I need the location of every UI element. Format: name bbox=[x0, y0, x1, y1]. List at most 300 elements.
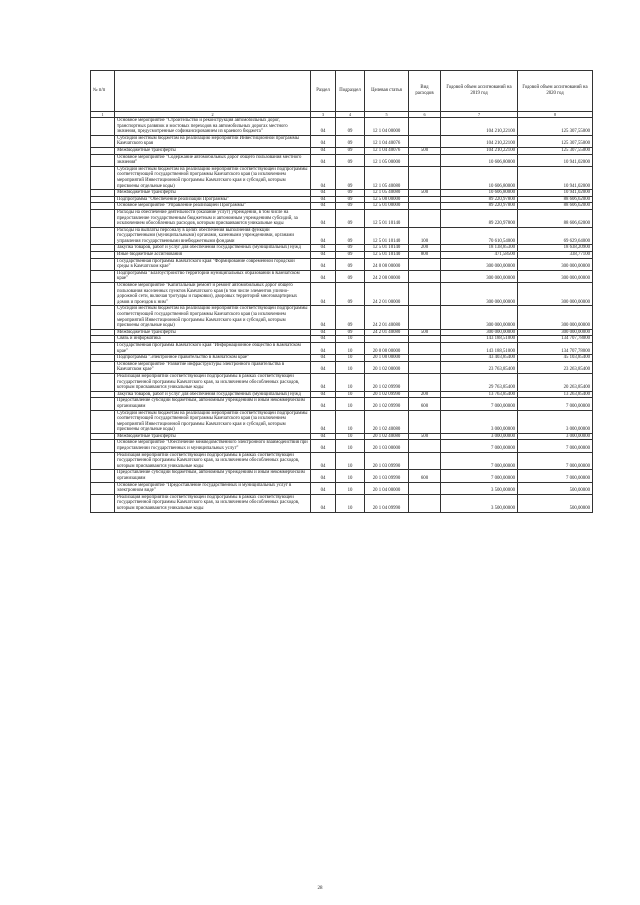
row-2020-cell: 88 606,62000 bbox=[518, 209, 593, 227]
table-row bbox=[91, 203, 593, 210]
row-expense-type-cell bbox=[409, 135, 441, 147]
row-expense-type-cell: 600 bbox=[409, 470, 441, 482]
row-name-cell: Подпрограмма "Обеспечение реализации Программы" bbox=[115, 196, 311, 203]
row-section-cell: 04 bbox=[311, 135, 336, 147]
table-row bbox=[91, 209, 593, 227]
row-name-cell: Реализация мероприятий соответствующей подпрограммы в рамках соответствующей государственной программы Камчатского края, за исключением обособленных расходов, которым присваиваются уникальные коды bbox=[115, 373, 311, 391]
budget-table-body bbox=[91, 118, 593, 513]
row-expense-type-cell bbox=[409, 494, 441, 512]
row-num-cell bbox=[91, 306, 115, 329]
row-target-cell: 12 5 01 10140 bbox=[365, 227, 409, 245]
row-target-cell: 12 5 01 10140 bbox=[365, 209, 409, 227]
row-2019-cell: 3 000,00000 bbox=[441, 433, 518, 440]
row-expense-type-cell bbox=[409, 154, 441, 166]
row-2020-cell: 125 307,55000 bbox=[518, 118, 593, 136]
row-num-cell bbox=[91, 135, 115, 147]
table-row bbox=[91, 373, 593, 391]
row-expense-type-cell bbox=[409, 373, 441, 391]
row-2020-cell: 10 941,02000 bbox=[518, 154, 593, 166]
row-section-cell: 04 bbox=[311, 118, 336, 136]
row-expense-type-cell: 200 bbox=[409, 245, 441, 252]
row-expense-type-cell: 800 bbox=[409, 252, 441, 259]
row-num-cell bbox=[91, 470, 115, 482]
header-2020: Годовой объем ассигнований на 2020 год bbox=[518, 71, 593, 112]
row-subsection-cell: 09 bbox=[336, 166, 365, 189]
row-name-cell: Основное мероприятие "Содержание автомобильных дорог общего пользования местного значения" bbox=[115, 154, 311, 166]
table-row bbox=[91, 258, 593, 270]
row-target-cell: 12 1 05 00000 bbox=[365, 154, 409, 166]
row-target-cell: 20 1 02 40080 bbox=[365, 410, 409, 433]
table-row bbox=[91, 118, 593, 136]
row-name-cell: Подпрограмма "Благоустройство территорий муниципальных образований в Камчатском крае" bbox=[115, 270, 311, 282]
table-row bbox=[91, 166, 593, 189]
row-expense-type-cell bbox=[409, 118, 441, 136]
row-name-cell: Субсидии местным бюджетам на реализацию мероприятий соответствующей подпрограммы соответствующей государственной программы Камчатского края (за исключением мероприятий Инвестиционной программы Камчатского края и субсидий, которым присвоены отдельные коды) bbox=[115, 306, 311, 329]
row-subsection-cell: 10 bbox=[336, 361, 365, 373]
row-2019-cell: 104 210,22100 bbox=[441, 118, 518, 136]
row-expense-type-cell: 200 bbox=[409, 391, 441, 398]
row-subsection-cell: 10 bbox=[336, 440, 365, 452]
row-name-cell: Субсидии местным бюджетам на реализацию мероприятий соответствующей подпрограммы соответствующей государственной программы Камчатского края (за исключением мероприятий Инвестиционной программы Камчатского края и субсидий, которым присвоены отдельные коды) bbox=[115, 410, 311, 433]
table-row bbox=[91, 154, 593, 166]
row-expense-type-cell bbox=[409, 440, 441, 452]
table-row bbox=[91, 398, 593, 410]
row-name-cell: Межбюджетные трансферты bbox=[115, 190, 311, 197]
row-2020-cell: 7 000,00000 bbox=[518, 440, 593, 452]
row-subsection-cell: 10 bbox=[336, 373, 365, 391]
column-index: 8 bbox=[518, 112, 593, 118]
row-expense-type-cell bbox=[409, 258, 441, 270]
row-2019-cell: 18 138,85300 bbox=[441, 245, 518, 252]
table-row bbox=[91, 494, 593, 512]
row-section-cell: 04 bbox=[311, 342, 336, 354]
row-2019-cell: 89 220,97800 bbox=[441, 203, 518, 210]
table-row bbox=[91, 329, 593, 336]
row-num-cell bbox=[91, 147, 115, 154]
row-expense-type-cell bbox=[409, 355, 441, 362]
row-num-cell bbox=[91, 452, 115, 470]
header-expense-type: Вид расходов bbox=[409, 71, 441, 112]
row-num-cell bbox=[91, 361, 115, 373]
row-2020-cell: 10 941,02000 bbox=[518, 190, 593, 197]
table-row bbox=[91, 433, 593, 440]
row-subsection-cell: 10 bbox=[336, 336, 365, 343]
row-2020-cell: 7 000,00000 bbox=[518, 470, 593, 482]
table-row bbox=[91, 391, 593, 398]
row-2019-cell: 104 210,22100 bbox=[441, 147, 518, 154]
row-name-cell: Закупка товаров, работ и услуг для обеспечения государственных (муниципальных) нужд bbox=[115, 391, 311, 398]
row-num-cell bbox=[91, 336, 115, 343]
row-2020-cell: 18 638,20900 bbox=[518, 245, 593, 252]
row-target-cell: 12 5 00 00000 bbox=[365, 196, 409, 203]
row-name-cell: Государственная программа Камчатского края "Формирование современной городской среды в Камчатском крае" bbox=[115, 258, 311, 270]
row-subsection-cell: 09 bbox=[336, 306, 365, 329]
row-2019-cell: 23 763,85400 bbox=[441, 361, 518, 373]
row-target-cell: 20 0 00 00000 bbox=[365, 342, 409, 354]
row-expense-type-cell: 500 bbox=[409, 329, 441, 336]
row-num-cell bbox=[91, 166, 115, 189]
row-2019-cell: 300 000,00000 bbox=[441, 306, 518, 329]
column-index: 4 bbox=[336, 112, 365, 118]
table-row bbox=[91, 482, 593, 494]
table-row bbox=[91, 361, 593, 373]
row-expense-type-cell bbox=[409, 203, 441, 210]
row-expense-type-cell bbox=[409, 452, 441, 470]
header-target: Целевая статья bbox=[365, 71, 409, 112]
row-name-cell: Реализация мероприятий соответствующей подпрограммы в рамках соответствующей государственной программы Камчатского края, за исключением обособленных расходов, которым присваиваются уникальные коды bbox=[115, 494, 311, 512]
row-num-cell bbox=[91, 283, 115, 306]
row-num-cell bbox=[91, 482, 115, 494]
row-target-cell: 20 1 02 09990 bbox=[365, 398, 409, 410]
row-2019-cell: 89 220,97800 bbox=[441, 196, 518, 203]
row-target-cell: 12 1 05 40080 bbox=[365, 166, 409, 189]
row-2019-cell: 7 000,00000 bbox=[441, 452, 518, 470]
row-2020-cell: 10 941,02000 bbox=[518, 166, 593, 189]
row-section-cell: 04 bbox=[311, 190, 336, 197]
row-subsection-cell: 09 bbox=[336, 190, 365, 197]
row-target-cell: 20 1 04 09990 bbox=[365, 494, 409, 512]
row-2020-cell: 3 000,00000 bbox=[518, 433, 593, 440]
row-target-cell: 20 1 03 09990 bbox=[365, 470, 409, 482]
row-num-cell bbox=[91, 190, 115, 197]
row-section-cell: 04 bbox=[311, 373, 336, 391]
header-subsection: Подраздел bbox=[336, 71, 365, 112]
row-section-cell: 04 bbox=[311, 410, 336, 433]
row-num-cell bbox=[91, 196, 115, 203]
row-section-cell: 04 bbox=[311, 245, 336, 252]
row-expense-type-cell bbox=[409, 270, 441, 282]
row-subsection-cell: 09 bbox=[336, 329, 365, 336]
row-num-cell bbox=[91, 433, 115, 440]
header-name bbox=[115, 71, 311, 112]
row-name-cell: Субсидии местным бюджетам на реализацию мероприятий Инвестиционной программы Камчатского края bbox=[115, 135, 311, 147]
table-row bbox=[91, 283, 593, 306]
row-section-cell: 04 bbox=[311, 361, 336, 373]
row-expense-type-cell: 500 bbox=[409, 190, 441, 197]
row-expense-type-cell bbox=[409, 410, 441, 433]
table-row bbox=[91, 306, 593, 329]
row-2020-cell: 13 263,85400 bbox=[518, 391, 593, 398]
row-section-cell: 04 bbox=[311, 355, 336, 362]
row-expense-type-cell: 100 bbox=[409, 227, 441, 245]
row-2019-cell: 300 000,00000 bbox=[441, 329, 518, 336]
row-subsection-cell: 10 bbox=[336, 482, 365, 494]
row-section-cell: 04 bbox=[311, 147, 336, 154]
row-num-cell bbox=[91, 154, 115, 166]
row-subsection-cell: 09 bbox=[336, 196, 365, 203]
row-2020-cell: 20 263,85400 bbox=[518, 373, 593, 391]
table-row bbox=[91, 270, 593, 282]
row-section-cell: 04 bbox=[311, 209, 336, 227]
column-index: 1 bbox=[91, 112, 115, 118]
row-target-cell: 24 2 01 40080 bbox=[365, 306, 409, 329]
row-section-cell: 04 bbox=[311, 433, 336, 440]
row-section-cell: 04 bbox=[311, 494, 336, 512]
row-expense-type-cell bbox=[409, 196, 441, 203]
row-2019-cell: 3 000,00000 bbox=[441, 410, 518, 433]
row-2020-cell: 88 606,62000 bbox=[518, 203, 593, 210]
row-2020-cell: 3 000,00000 bbox=[518, 410, 593, 433]
row-section-cell: 04 bbox=[311, 398, 336, 410]
row-section-cell: 04 bbox=[311, 452, 336, 470]
row-num-cell bbox=[91, 227, 115, 245]
row-target-cell: 12 5 01 10140 bbox=[365, 252, 409, 259]
row-target-cell: 24 2 01 00000 bbox=[365, 283, 409, 306]
row-target-cell: 12 1 04 40076 bbox=[365, 135, 409, 147]
row-target-cell: 20 1 02 09990 bbox=[365, 391, 409, 398]
column-index: 6 bbox=[409, 112, 441, 118]
row-section-cell: 04 bbox=[311, 283, 336, 306]
row-target-cell: 12 1 05 40080 bbox=[365, 190, 409, 197]
row-target-cell: 20 1 02 40080 bbox=[365, 433, 409, 440]
row-2019-cell: 300 000,00000 bbox=[441, 270, 518, 282]
row-subsection-cell: 09 bbox=[336, 154, 365, 166]
row-expense-type-cell bbox=[409, 342, 441, 354]
row-subsection-cell: 10 bbox=[336, 342, 365, 354]
table-row bbox=[91, 342, 593, 354]
row-2019-cell: 13 763,85400 bbox=[441, 391, 518, 398]
row-2019-cell: 7 000,00000 bbox=[441, 470, 518, 482]
table-row bbox=[91, 147, 593, 154]
row-expense-type-cell bbox=[409, 336, 441, 343]
row-subsection-cell: 09 bbox=[336, 258, 365, 270]
row-name-cell: Предоставление субсидий бюджетным, автономным учреждениям и иным некоммерческим организациям bbox=[115, 398, 311, 410]
row-2020-cell: 500,00000 bbox=[518, 482, 593, 494]
row-2020-cell: 134 707,78000 bbox=[518, 336, 593, 343]
budget-table-sheet bbox=[90, 70, 592, 513]
row-name-cell: Расходы на выплаты персоналу в целях обеспечения выполнения функций государственными (муниципальными) органами, казенными учреждениями, органами управления государственными внебюджетными фондами bbox=[115, 227, 311, 245]
row-num-cell bbox=[91, 410, 115, 433]
row-section-cell: 04 bbox=[311, 306, 336, 329]
row-2019-cell: 10 606,80000 bbox=[441, 166, 518, 189]
row-2020-cell: 134 707,78000 bbox=[518, 342, 593, 354]
row-section-cell: 04 bbox=[311, 482, 336, 494]
row-name-cell: Основное мероприятие "Предоставление государственных и муниципальных услуг в электронном виде" bbox=[115, 482, 311, 494]
row-2020-cell: 300 000,00000 bbox=[518, 270, 593, 282]
row-2020-cell: 125 307,55000 bbox=[518, 135, 593, 147]
row-name-cell: Государственная программа Камчатского края "Информационное общество в Камчатском крае" bbox=[115, 342, 311, 354]
table-row bbox=[91, 355, 593, 362]
row-2019-cell: 43 403,85400 bbox=[441, 355, 518, 362]
row-2019-cell: 70 610,54000 bbox=[441, 227, 518, 245]
row-subsection-cell: 09 bbox=[336, 252, 365, 259]
row-name-cell: Расходы на обеспечение деятельности (оказание услуг) учреждений, в том числе на предоставление государственным бюджетным и автономным учреждениям субсидий, за исключением обособленных расходов, которым присваиваются уникальные коды bbox=[115, 209, 311, 227]
row-name-cell: Основное мероприятие "Развитие инфраструктуры электронного правительства в Камчатском крае" bbox=[115, 361, 311, 373]
column-index: 5 bbox=[365, 112, 409, 118]
row-2019-cell: 29 763,85400 bbox=[441, 373, 518, 391]
row-target-cell: 20 1 04 00000 bbox=[365, 482, 409, 494]
row-2020-cell: 45 103,85400 bbox=[518, 355, 593, 362]
row-target-cell: 24 2 01 40080 bbox=[365, 329, 409, 336]
row-2019-cell: 143 188,51000 bbox=[441, 342, 518, 354]
row-name-cell: Межбюджетные трансферты bbox=[115, 433, 311, 440]
row-target-cell: 12 5 01 10140 bbox=[365, 245, 409, 252]
row-num-cell bbox=[91, 252, 115, 259]
row-section-cell: 04 bbox=[311, 227, 336, 245]
header-section: Раздел bbox=[311, 71, 336, 112]
table-row bbox=[91, 252, 593, 259]
table-row bbox=[91, 440, 593, 452]
row-name-cell: Иные бюджетные ассигнования bbox=[115, 252, 311, 259]
table-row bbox=[91, 410, 593, 433]
row-num-cell bbox=[91, 494, 115, 512]
row-2020-cell: 7 000,00000 bbox=[518, 452, 593, 470]
row-subsection-cell: 09 bbox=[336, 245, 365, 252]
table-row bbox=[91, 190, 593, 197]
row-subsection-cell: 10 bbox=[336, 398, 365, 410]
row-2020-cell: 69 629,64000 bbox=[518, 227, 593, 245]
row-name-cell: Основное мероприятие "Капитальный ремонт и ремонт автомобильных дорог общего пользования населенных пунктов Камчатского края (в том числе элементов улично-дорожной сети, включая тротуары и парковки), дворовых территорий многоквартирных домов и проездов к ним" bbox=[115, 283, 311, 306]
row-target-cell: 20 1 03 09990 bbox=[365, 452, 409, 470]
row-target-cell: 20 1 02 09990 bbox=[365, 373, 409, 391]
row-expense-type-cell: 500 bbox=[409, 433, 441, 440]
row-num-cell bbox=[91, 342, 115, 354]
row-subsection-cell: 10 bbox=[336, 391, 365, 398]
row-section-cell: 04 bbox=[311, 203, 336, 210]
row-target-cell: 20 1 02 00000 bbox=[365, 361, 409, 373]
row-expense-type-cell bbox=[409, 283, 441, 306]
header-num: № п/п bbox=[91, 71, 115, 112]
row-2020-cell: 500,00000 bbox=[518, 494, 593, 512]
row-num-cell bbox=[91, 209, 115, 227]
table-row bbox=[91, 336, 593, 343]
table-row bbox=[91, 196, 593, 203]
row-subsection-cell: 10 bbox=[336, 452, 365, 470]
row-expense-type-cell bbox=[409, 482, 441, 494]
row-num-cell bbox=[91, 391, 115, 398]
row-subsection-cell: 09 bbox=[336, 227, 365, 245]
row-2020-cell: 300 000,00000 bbox=[518, 258, 593, 270]
row-name-cell: Основное мероприятие "Обеспечение межведомственного электронного взаимодействия при предоставлении государственных и муниципальных услуг" bbox=[115, 440, 311, 452]
table-row bbox=[91, 135, 593, 147]
row-subsection-cell: 10 bbox=[336, 470, 365, 482]
row-num-cell bbox=[91, 440, 115, 452]
row-2020-cell: 300 000,00000 bbox=[518, 306, 593, 329]
column-index: 2 bbox=[115, 112, 311, 118]
row-num-cell bbox=[91, 258, 115, 270]
row-section-cell: 04 bbox=[311, 440, 336, 452]
row-num-cell bbox=[91, 245, 115, 252]
row-2020-cell: 125 307,55000 bbox=[518, 147, 593, 154]
row-2020-cell: 7 000,00000 bbox=[518, 398, 593, 410]
row-num-cell bbox=[91, 203, 115, 210]
row-target-cell: 24 0 00 00000 bbox=[365, 258, 409, 270]
row-subsection-cell: 10 bbox=[336, 433, 365, 440]
row-num-cell bbox=[91, 355, 115, 362]
row-2020-cell: 300 000,00000 bbox=[518, 329, 593, 336]
row-target-cell: 12 1 04 40076 bbox=[365, 147, 409, 154]
row-expense-type-cell: 600 bbox=[409, 398, 441, 410]
row-2020-cell: 338,77100 bbox=[518, 252, 593, 259]
row-section-cell: 04 bbox=[311, 470, 336, 482]
row-subsection-cell: 09 bbox=[336, 203, 365, 210]
row-name-cell: Закупка товаров, работ и услуг для обеспечения государственных (муниципальных) нужд bbox=[115, 245, 311, 252]
row-num-cell bbox=[91, 373, 115, 391]
row-section-cell: 04 bbox=[311, 196, 336, 203]
row-name-cell: Межбюджетные трансферты bbox=[115, 329, 311, 336]
row-name-cell: Подпрограмма "Электронное правительство в Камчатском крае" bbox=[115, 355, 311, 362]
row-section-cell: 04 bbox=[311, 166, 336, 189]
row-section-cell: 04 bbox=[311, 329, 336, 336]
row-target-cell: 20 1 03 00000 bbox=[365, 440, 409, 452]
row-section-cell: 04 bbox=[311, 391, 336, 398]
row-expense-type-cell bbox=[409, 361, 441, 373]
row-target-cell: 12 1 04 00000 bbox=[365, 118, 409, 136]
row-2019-cell: 300 000,00000 bbox=[441, 258, 518, 270]
row-num-cell bbox=[91, 118, 115, 136]
row-expense-type-cell bbox=[409, 166, 441, 189]
row-2019-cell: 3 500,00000 bbox=[441, 482, 518, 494]
row-subsection-cell: 09 bbox=[336, 118, 365, 136]
row-2019-cell: 10 606,80000 bbox=[441, 190, 518, 197]
row-num-cell bbox=[91, 270, 115, 282]
row-name-cell: Основное мероприятие "Строительство и реконструкция автомобильных дорог, транспортных развязок и мостовых переходов на автомобильных дорогах местного значения, предусмотренные софинансированием из краевого бюджета" bbox=[115, 118, 311, 136]
budget-table bbox=[90, 70, 593, 513]
row-subsection-cell: 10 bbox=[336, 494, 365, 512]
row-num-cell bbox=[91, 329, 115, 336]
row-section-cell: 04 bbox=[311, 252, 336, 259]
header-2019: Годовой объем ассигнований на 2019 год bbox=[441, 71, 518, 112]
row-target-cell: 12 5 01 00000 bbox=[365, 203, 409, 210]
row-num-cell bbox=[91, 398, 115, 410]
row-expense-type-cell: 500 bbox=[409, 147, 441, 154]
row-2019-cell: 7 000,00000 bbox=[441, 398, 518, 410]
row-2019-cell: 471,58500 bbox=[441, 252, 518, 259]
row-subsection-cell: 09 bbox=[336, 135, 365, 147]
row-2019-cell: 3 500,00000 bbox=[441, 494, 518, 512]
row-2019-cell: 143 188,51000 bbox=[441, 336, 518, 343]
row-name-cell: Субсидии местным бюджетам на реализацию мероприятий соответствующей подпрограммы соответствующей государственной программы Камчатского края (за исключением мероприятий Инвестиционной программы Камчатского края и субсидий, которым присвоены отдельные коды) bbox=[115, 166, 311, 189]
row-subsection-cell: 09 bbox=[336, 270, 365, 282]
row-2019-cell: 89 220,97800 bbox=[441, 209, 518, 227]
row-name-cell: Связь и информатика bbox=[115, 336, 311, 343]
row-section-cell: 04 bbox=[311, 154, 336, 166]
row-section-cell: 04 bbox=[311, 270, 336, 282]
row-name-cell: Межбюджетные трансферты bbox=[115, 147, 311, 154]
row-target-cell: 20 1 00 00000 bbox=[365, 355, 409, 362]
row-section-cell: 04 bbox=[311, 336, 336, 343]
row-2019-cell: 10 606,80000 bbox=[441, 154, 518, 166]
row-2019-cell: 300 000,00000 bbox=[441, 283, 518, 306]
row-2020-cell: 300 000,00000 bbox=[518, 283, 593, 306]
row-expense-type-cell bbox=[409, 209, 441, 227]
table-row bbox=[91, 470, 593, 482]
row-2019-cell: 104 210,22100 bbox=[441, 135, 518, 147]
row-section-cell: 04 bbox=[311, 258, 336, 270]
row-target-cell bbox=[365, 336, 409, 343]
row-subsection-cell: 10 bbox=[336, 410, 365, 433]
row-2020-cell: 88 606,62000 bbox=[518, 196, 593, 203]
column-index: 3 bbox=[311, 112, 336, 118]
row-2019-cell: 7 000,00000 bbox=[441, 440, 518, 452]
column-index: 7 bbox=[441, 112, 518, 118]
row-name-cell: Основное мероприятие "Управление реализацией Программы" bbox=[115, 203, 311, 210]
row-subsection-cell: 09 bbox=[336, 209, 365, 227]
row-subsection-cell: 09 bbox=[336, 147, 365, 154]
row-2020-cell: 23 263,85400 bbox=[518, 361, 593, 373]
table-row bbox=[91, 245, 593, 252]
table-row bbox=[91, 452, 593, 470]
row-subsection-cell: 10 bbox=[336, 355, 365, 362]
table-header-row bbox=[91, 71, 593, 112]
row-subsection-cell: 09 bbox=[336, 283, 365, 306]
row-name-cell: Предоставление субсидий бюджетным, автономным учреждениям и иным некоммерческим организациям bbox=[115, 470, 311, 482]
page-number: 28 bbox=[317, 886, 323, 891]
row-name-cell: Реализация мероприятий соответствующей подпрограммы в рамках соответствующей государственной программы Камчатского края, за исключением обособленных расходов, которым присваиваются уникальные коды bbox=[115, 452, 311, 470]
table-row bbox=[91, 227, 593, 245]
row-expense-type-cell bbox=[409, 306, 441, 329]
row-target-cell: 24 2 00 00000 bbox=[365, 270, 409, 282]
